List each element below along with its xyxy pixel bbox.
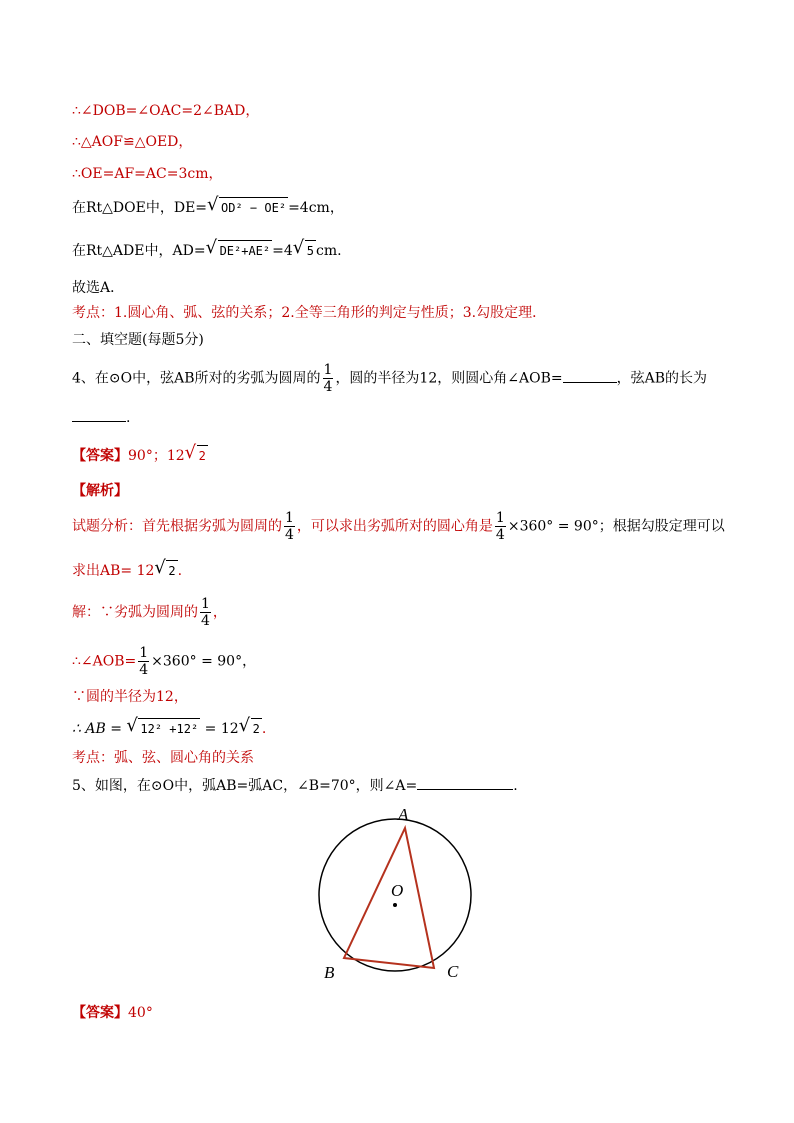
line-3: ∴OE=AF=AC=3cm， bbox=[72, 166, 223, 182]
analysis-label: 【解析】 bbox=[72, 483, 128, 499]
question-5: 5、如图，在⊙O中，弧AB=弧AC，∠B=70°，则∠A= . bbox=[72, 778, 518, 794]
solution-2: ∴∠AOB= $\frac{1}{4}$ ×360° = 90°， bbox=[72, 645, 257, 678]
sqrt-de: √ OD² − OE² bbox=[207, 197, 288, 218]
sqrt-ad: √ DE²+AE² bbox=[206, 240, 273, 261]
circle-figure bbox=[300, 800, 490, 990]
answer-5: 【答案】40° bbox=[72, 1005, 153, 1021]
line-7-kaodian: 考点：1.圆心角、弧、弦的关系；2.全等三角形的判定与性质；3.勾股定理． bbox=[72, 305, 547, 321]
line-4: 在Rt△DOE中，DE= √ OD² − OE² =4cm， bbox=[72, 194, 344, 216]
kaodian-4: 考点：弧、弦、圆心角的关系 bbox=[72, 750, 254, 766]
label-O: O bbox=[391, 881, 404, 900]
label-A: A bbox=[398, 805, 409, 824]
fraction-quarter: $\frac{1}{4}$ bbox=[323, 362, 333, 395]
line-4-text: 在Rt△DOE中，DE= bbox=[72, 200, 208, 216]
answer-4: 【答案】90°；12 √ 2 bbox=[72, 442, 206, 464]
label-C: C bbox=[447, 962, 459, 981]
solution-3: ∵圆的半径为12， bbox=[72, 689, 188, 705]
line-6: 故选A． bbox=[72, 280, 125, 296]
line-1: ∴∠DOB=∠OAC=2∠BAD， bbox=[72, 103, 260, 119]
answer-blank-1 bbox=[563, 382, 617, 383]
triangle-abc bbox=[344, 828, 434, 968]
sqrt-5: √ 5 bbox=[293, 240, 316, 261]
center-point bbox=[393, 903, 397, 907]
question-4-cont: . bbox=[72, 408, 130, 428]
analysis-p2: 求出AB= 12 √ 2 . bbox=[72, 557, 183, 579]
solution-1: 解：∵劣弧为圆周的 $\frac{1}{4}$ ， bbox=[72, 596, 227, 629]
section-heading: 二、填空题(每题5分) bbox=[72, 332, 204, 348]
solution-4: ∴ AB = √ 12² +12² = 12 √ 2 . bbox=[72, 715, 267, 737]
question-4: 4、在⊙O中，弦AB所对的劣弧为圆周的 $\frac{1}{4}$ ，圆的半径为12，则圆心角∠AOB= ，弦AB的长为 bbox=[72, 362, 707, 395]
analysis-p1: 试题分析：首先根据劣弧为圆周的 $\frac{1}{4}$ ，可以求出劣弧所对的圆心角是 $\frac{1}{4}$ ×360° = 90°；根据勾股定理可以 bbox=[72, 510, 725, 543]
line-2: ∴△AOF≌△OED， bbox=[72, 134, 193, 150]
answer-blank-5 bbox=[417, 789, 513, 790]
label-B: B bbox=[324, 963, 335, 982]
line-5: 在Rt△ADE中，AD= √ DE²+AE² =4 √ 5 cm. bbox=[72, 237, 342, 259]
answer-blank-2 bbox=[72, 421, 126, 422]
